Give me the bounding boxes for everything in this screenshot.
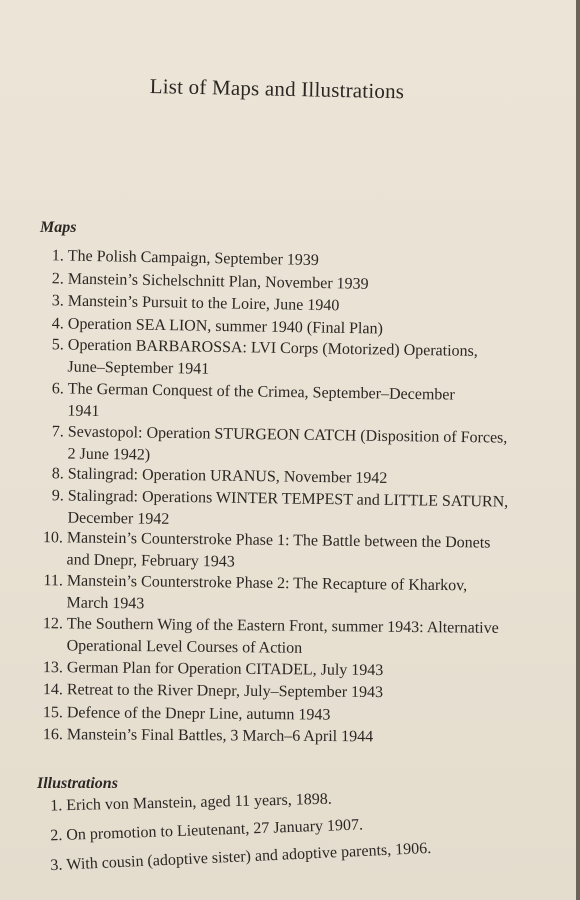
list-item: 6. The German Conquest of the Crimea, September–December 1941 [51, 380, 455, 421]
list-item: 14. Retreat to the River Dnepr, July–September 1943 [42, 681, 384, 702]
list-item: 13. German Plan for Operation CITADEL, July 1943 [42, 659, 384, 680]
list-item: 12. The Southern Wing of the Eastern Front, summer 1943: Alternative Operational Level Courses of Action [42, 615, 499, 657]
list-item: 8. Stalingrad: Operation URANUS, November 1942 [51, 465, 388, 487]
page-title: List of Maps and Illustrations [149, 74, 405, 104]
list-item: 10. Manstein’s Counterstroke Phase 1: The Battle between the Donets and Dnepr, February 1943 [42, 529, 491, 571]
maps-heading: Maps [40, 219, 77, 236]
list-item: 15. Defence of the Dnepr Line, autumn 1943 [42, 704, 331, 724]
list-item: 9. Stalingrad: Operations WINTER TEMPEST and LITTLE SATURN, December 1942 [51, 487, 509, 528]
list-item: 2. Manstein’s Sichelschnitt Plan, November 1939 [51, 270, 369, 293]
list-item: 1. Erich von Manstein, aged 11 years, 1898. [50, 790, 332, 815]
list-item: 11. Manstein’s Counterstroke Phase 2: The Recapture of Kharkov, March 1943 [43, 572, 468, 613]
list-item: 1. The Polish Campaign, September 1939 [51, 247, 319, 269]
list-item: 7. Sevastopol: Operation STURGEON CATCH (Disposition of Forces, 2 June 1942) [51, 423, 508, 464]
list-item: 5. Operation BARBAROSSA: LVI Corps (Motorized) Operations, June–September 1941 [51, 336, 478, 378]
illustrations-heading: Illustrations [37, 775, 118, 792]
list-item: 16. Manstein’s Final Battles, 3 March–6 April 1944 [42, 726, 374, 746]
list-item: 3. Manstein’s Pursuit to the Loire, June 1940 [51, 292, 340, 315]
list-item: 4. Operation SEA LION, summer 1940 (Final Plan) [51, 315, 384, 338]
list-item: 2. On promotion to Lieutenant, 27 January 1907. [50, 816, 364, 845]
list-item: 3. With cousin (adoptive sister) and adoptive parents, 1906. [50, 839, 432, 875]
